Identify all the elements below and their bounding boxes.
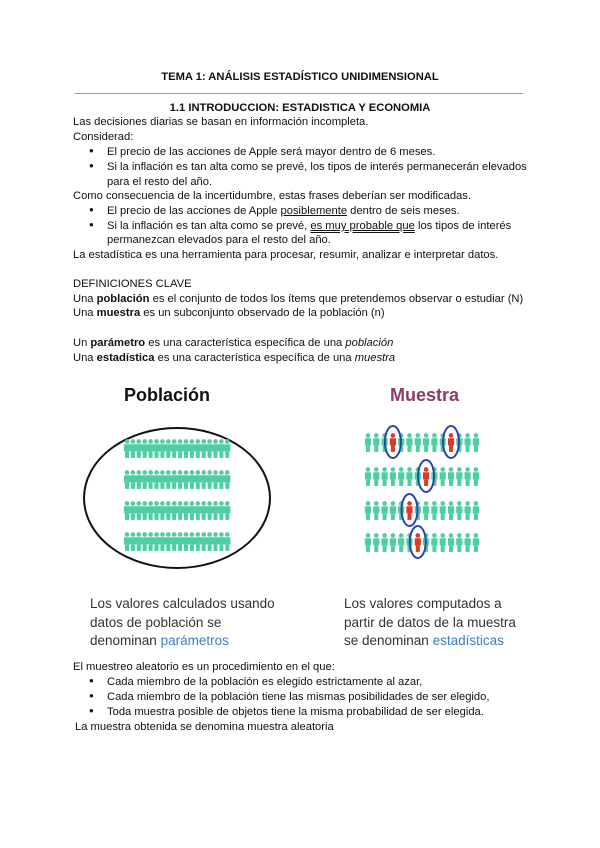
definition-poblacion: Una población es el conjunto de todos los ítems que pretendemos observar o estudiar (N) (73, 293, 524, 305)
bullet-text: El precio de las acciones de Apple posiblemente dentro de seis meses. (107, 205, 460, 217)
person-icon (159, 532, 165, 551)
person-icon (448, 533, 454, 552)
person-icon (448, 467, 454, 486)
person-icon (183, 532, 189, 551)
person-icon (130, 470, 136, 489)
person-icon (390, 467, 396, 486)
person-icon (153, 532, 159, 551)
person-icon (165, 501, 171, 520)
person-icon (171, 439, 177, 458)
bullet-icon (89, 690, 95, 702)
section-title: 1.1 INTRODUCCION: ESTADISTICA Y ECONOMIA (169, 102, 431, 114)
person-icon (456, 467, 462, 486)
bullet-icon (89, 219, 95, 231)
definition-muestra: Una muestra es un subconjunto observado de la población (n) (73, 307, 385, 319)
person-icon (142, 439, 148, 458)
person-icon (390, 433, 396, 452)
person-icon (177, 439, 183, 458)
person-icon (177, 470, 183, 489)
person-icon (365, 533, 371, 552)
bullet-text: Cada miembro de la población es elegido estrictamente al azar, (107, 676, 423, 688)
person-icon (448, 501, 454, 520)
keyword-estadisticas: estadísticas (432, 633, 504, 648)
person-icon (148, 501, 154, 520)
paragraph: El muestreo aleatorio es un procedimiento en el que: (73, 661, 335, 673)
person-icon (373, 433, 379, 452)
person-icon (390, 533, 396, 552)
person-icon (224, 470, 230, 489)
person-icon (159, 439, 165, 458)
person-icon (171, 501, 177, 520)
person-icon (218, 532, 224, 551)
person-icon (142, 532, 148, 551)
person-icon (218, 501, 224, 520)
person-icon (382, 467, 388, 486)
population-illustration (80, 425, 280, 575)
sample-circles (385, 426, 459, 558)
person-icon (130, 501, 136, 520)
person-icon (207, 439, 213, 458)
person-icon (373, 501, 379, 520)
person-icon (365, 433, 371, 452)
person-icon (224, 501, 230, 520)
person-icon (415, 433, 421, 452)
person-icon (124, 439, 130, 458)
person-icon (398, 467, 404, 486)
person-icon (183, 501, 189, 520)
paragraph: Considerad: (73, 131, 134, 143)
person-icon (423, 467, 429, 486)
person-icon (465, 501, 471, 520)
bullet-text: para el resto del año. (107, 176, 213, 188)
definition-estadistica: Una estadística es una característica específica de una muestra (73, 352, 396, 364)
person-icon (165, 532, 171, 551)
person-icon (398, 533, 404, 552)
person-icon (130, 532, 136, 551)
person-icon (136, 439, 142, 458)
bullet-icon (89, 705, 95, 717)
person-icon (142, 501, 148, 520)
bullet-text: Cada miembro de la población tiene las mismas posibilidades de ser elegido, (107, 691, 490, 703)
person-icon (165, 470, 171, 489)
caption-poblacion: Los valores calculados usando datos de población se denominan parámetros (90, 596, 275, 648)
person-icon (207, 501, 213, 520)
person-icon (189, 439, 195, 458)
person-icon (189, 532, 195, 551)
bullet-text: Si la inflación es tan alta como se prevé, es muy probable que los tipos de interés (107, 220, 512, 232)
person-icon (183, 470, 189, 489)
person-icon (456, 501, 462, 520)
person-icon (431, 433, 437, 452)
person-icon (373, 533, 379, 552)
person-icon (382, 501, 388, 520)
person-icon (124, 470, 130, 489)
person-icon (212, 470, 218, 489)
person-icon (195, 470, 201, 489)
person-icon (473, 433, 479, 452)
title-divider (75, 93, 523, 94)
bullet-text: Si la inflación es tan alta como se prevé, los tipos de interés permanecerán elevados (107, 161, 527, 173)
sample-illustration (360, 425, 490, 575)
person-icon (406, 501, 412, 520)
person-icon (124, 501, 130, 520)
definitions-heading: DEFINICIONES CLAVE (73, 278, 192, 290)
bullet-icon (89, 204, 95, 216)
person-icon (153, 439, 159, 458)
person-icon (201, 470, 207, 489)
person-icon (406, 467, 412, 486)
paragraph: La muestra obtenida se denomina muestra aleatoria (75, 721, 334, 733)
person-icon (423, 501, 429, 520)
person-icon (365, 467, 371, 486)
person-icon (153, 501, 159, 520)
person-icon (218, 439, 224, 458)
person-icon (189, 470, 195, 489)
person-icon (440, 501, 446, 520)
person-icon (153, 470, 159, 489)
person-icon (171, 470, 177, 489)
underlined-phrase: posiblemente (280, 205, 348, 217)
paragraph: Como consecuencia de la incertidumbre, estas frases deberían ser modificadas. (73, 190, 471, 202)
person-icon (415, 533, 421, 552)
person-icon (177, 501, 183, 520)
bullet-text: permanezcan elevados para el resto del año. (107, 234, 331, 246)
person-icon (136, 470, 142, 489)
person-icon (473, 501, 479, 520)
paragraph: Las decisiones diarias se basan en información incompleta. (73, 116, 369, 128)
person-icon (207, 532, 213, 551)
population-people (124, 439, 230, 551)
keyword-parametros: parámetros (160, 633, 229, 648)
person-icon (201, 439, 207, 458)
person-icon (224, 439, 230, 458)
person-icon (171, 532, 177, 551)
person-icon (212, 532, 218, 551)
person-icon (124, 532, 130, 551)
bullet-icon (89, 145, 95, 157)
person-icon (365, 501, 371, 520)
person-icon (165, 439, 171, 458)
person-icon (456, 533, 462, 552)
document-title: TEMA 1: ANÁLISIS ESTADÍSTICO UNIDIMENSIONAL (161, 71, 439, 83)
person-icon (423, 433, 429, 452)
person-icon (473, 533, 479, 552)
person-icon (465, 433, 471, 452)
person-icon (212, 501, 218, 520)
person-icon (201, 532, 207, 551)
person-icon (159, 470, 165, 489)
sample-people (365, 433, 479, 552)
person-icon (159, 501, 165, 520)
person-icon (465, 533, 471, 552)
person-icon (195, 439, 201, 458)
person-icon (212, 439, 218, 458)
person-icon (136, 501, 142, 520)
person-icon (465, 467, 471, 486)
person-icon (448, 433, 454, 452)
figure-title-muestra: Muestra (390, 385, 460, 405)
person-icon (224, 532, 230, 551)
person-icon (440, 533, 446, 552)
bullet-text: El precio de las acciones de Apple será mayor dentro de 6 meses. (107, 146, 436, 158)
underlined-phrase: es muy probable que (310, 220, 415, 232)
person-icon (177, 532, 183, 551)
person-icon (183, 439, 189, 458)
person-icon (148, 439, 154, 458)
caption-muestra: Los valores computados a partir de datos de la muestra se denominan estadísticas (344, 596, 516, 648)
person-icon (382, 533, 388, 552)
person-icon (136, 532, 142, 551)
person-icon (440, 467, 446, 486)
person-icon (406, 433, 412, 452)
person-icon (431, 533, 437, 552)
paragraph: La estadística es una herramienta para procesar, resumir, analizar e interpretar datos. (73, 249, 499, 261)
person-icon (130, 439, 136, 458)
person-icon (142, 470, 148, 489)
person-icon (473, 467, 479, 486)
person-icon (390, 501, 396, 520)
person-icon (195, 501, 201, 520)
person-icon (207, 470, 213, 489)
figure-title-poblacion: Población (124, 385, 211, 405)
person-icon (148, 532, 154, 551)
bullet-text: Toda muestra posible de objetos tiene la misma probabilidad de ser elegida. (107, 706, 484, 718)
definition-parametro: Un parámetro es una característica específica de una población (73, 337, 394, 349)
bullet-icon (89, 160, 95, 172)
person-icon (195, 532, 201, 551)
person-icon (189, 501, 195, 520)
person-icon (373, 467, 379, 486)
person-icon (218, 470, 224, 489)
person-icon (431, 501, 437, 520)
person-icon (201, 501, 207, 520)
person-icon (148, 470, 154, 489)
bullet-icon (89, 675, 95, 687)
